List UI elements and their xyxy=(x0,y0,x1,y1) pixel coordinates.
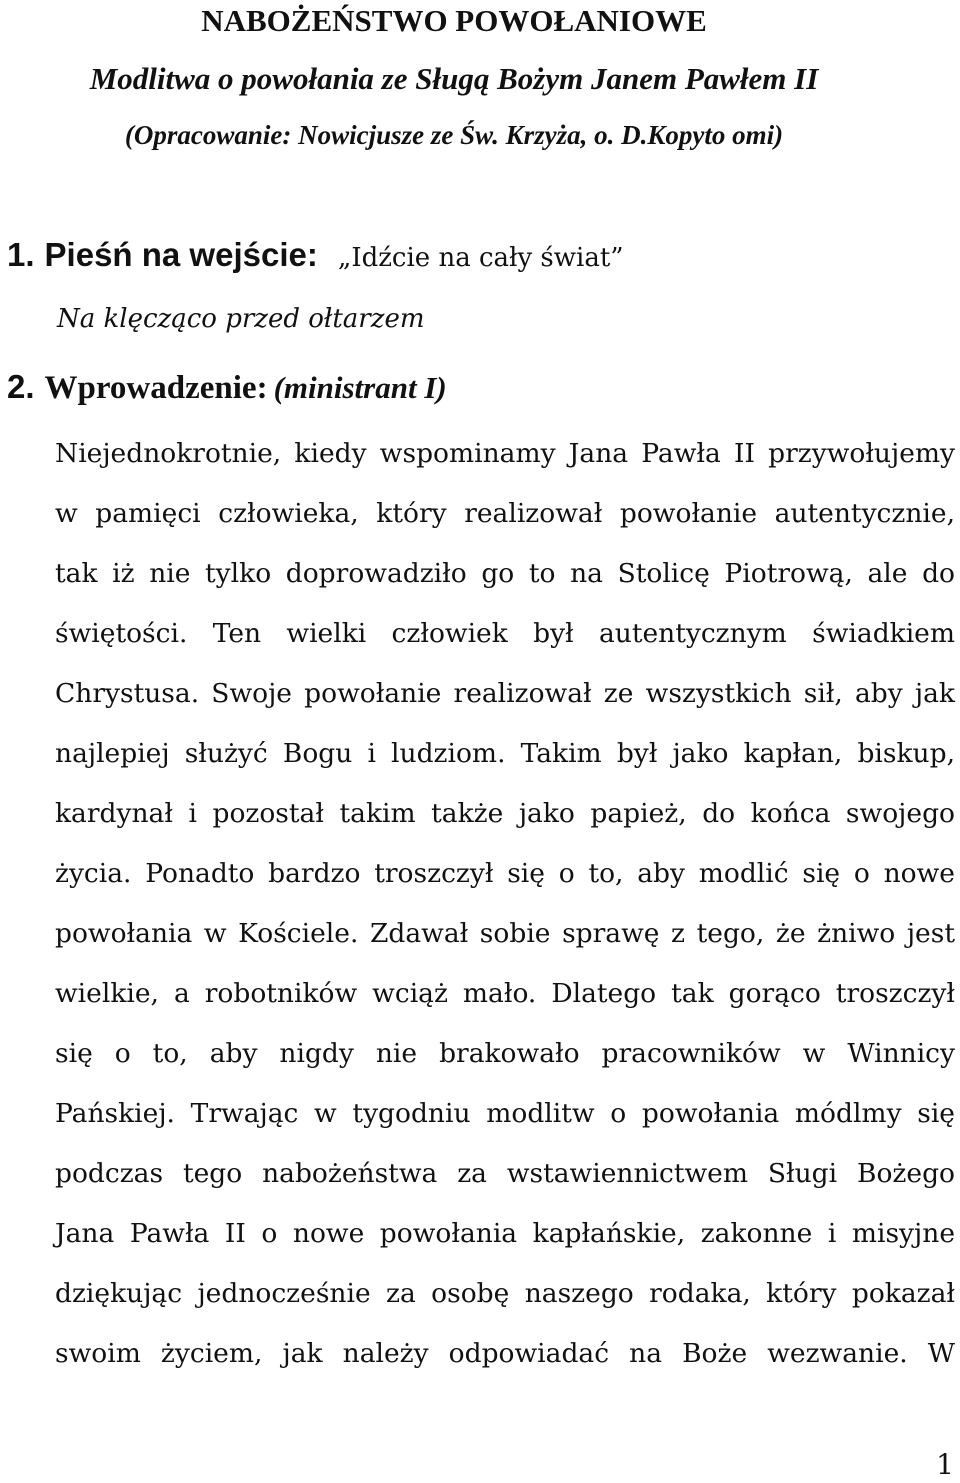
speaker-label: (ministrant I) xyxy=(273,370,447,405)
text-line: świętości. Ten wielki człowiek był autentycznym świadkiem xyxy=(55,618,955,649)
text-line: swoim życiem, jak należy odpowiadać na Boże wezwanie. W xyxy=(55,1338,955,1369)
text-line: Chrystusa. Swoje powołanie realizował ze wszystkich sił, aby jak xyxy=(55,678,955,709)
text-line: dziękując jednocześnie za osobę naszego rodaka, który pokazał xyxy=(55,1278,955,1309)
document-subtitle: Modlitwa o powołania ze Sługą Bożym Janem Pawłem II xyxy=(89,61,819,96)
text-line: w pamięci człowieka, który realizował powołanie autentycznie, xyxy=(55,498,955,529)
page-number: 1 xyxy=(936,1448,954,1481)
text-line: najlepiej służyć Bogu i ludziom. Takim był jako kapłan, biskup, xyxy=(55,738,955,769)
posture-note: Na klęcząco przed ołtarzem xyxy=(57,304,425,334)
text-line: kardynał i pozostał takim także jako papież, do końca swojego xyxy=(55,798,955,829)
introduction-text xyxy=(55,424,955,1384)
text-line: Pańskiej. Trwając w tygodniu modlitw o powołania módlmy się xyxy=(55,1098,955,1129)
text-line: podczas tego nabożeństwa za wstawiennictwem Sługi Bożego xyxy=(55,1158,955,1189)
document-credit: (Opracowanie: Nowicjusze ze Św. Krzyża, o. D.Kopyto omi) xyxy=(124,120,784,150)
text-line: Jana Pawła II o nowe powołania kapłańskie, zakonne i misyjne xyxy=(55,1218,955,1249)
section-entrance-song xyxy=(7,233,624,280)
text-line: tak iż nie tylko doprowadziło go to na Stolicę Piotrową, ale do xyxy=(55,558,955,589)
document-title: NABOŻEŃSTWO POWOŁANIOWE xyxy=(201,3,707,38)
text-line: życia. Ponadto bardzo troszczył się o to, aby modlić się o nowe xyxy=(55,858,955,889)
text-line: się o to, aby nigdy nie brakowało pracowników w Winnicy xyxy=(55,1038,955,1069)
section-heading: Pieśń na wejście: xyxy=(44,236,318,273)
text-line: wielkie, a robotników wciąż mało. Dlatego tak gorąco troszczył xyxy=(55,978,955,1009)
section-number: 1. xyxy=(7,236,35,273)
section-heading: Wprowadzenie: xyxy=(44,370,268,406)
text-line: Niejednokrotnie, kiedy wspominamy Jana Pawła II przywołujemy xyxy=(55,438,955,469)
section-introduction xyxy=(7,365,447,410)
song-title: „Idźcie na cały świat” xyxy=(337,243,624,273)
section-number: 2. xyxy=(7,368,35,405)
text-line: powołania w Kościele. Zdawał sobie sprawę z tego, że żniwo jest xyxy=(55,918,955,949)
